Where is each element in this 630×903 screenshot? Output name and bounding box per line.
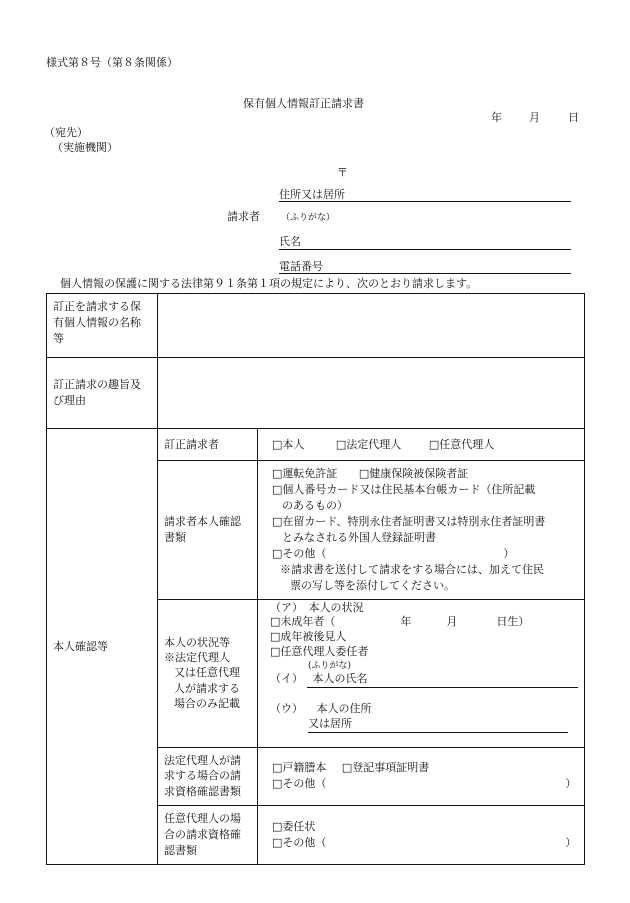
- status-u-label: （ウ）: [270, 701, 303, 715]
- voluntary-rep-other-checkbox[interactable]: □その他（: [272, 836, 327, 850]
- family-register-checkbox[interactable]: □戸籍謄本: [272, 761, 327, 775]
- form-number: 様式第８号（第８条関係）: [46, 56, 178, 69]
- drivers-license-checkbox[interactable]: □運転免許証: [272, 467, 338, 480]
- status-i-label: （イ）: [270, 672, 303, 686]
- legal-rep-options: [258, 747, 585, 806]
- legal-rep-other-checkbox[interactable]: □その他（: [272, 777, 327, 791]
- principal-furigana-label: (ふりがな): [308, 660, 352, 671]
- voluntary-rep-other-close: ）: [565, 836, 577, 850]
- principal-address-label-2: 又は居所: [308, 716, 352, 730]
- intro-text: 個人情報の保護に関する法律第９１条第１項の規定により、次のとおり請求します。: [60, 277, 478, 290]
- reason-label-cell: [47, 358, 158, 429]
- principal-name-field[interactable]: [307, 672, 578, 688]
- mail-note-2: 票の写し等を添付してください。: [290, 578, 455, 592]
- page-title: 保有個人情報訂正請求書: [243, 97, 364, 110]
- info-name-field[interactable]: [158, 294, 585, 358]
- info-name-label-cell: [47, 294, 158, 358]
- phone-field[interactable]: [279, 273, 571, 274]
- health-insurance-checkbox[interactable]: □健康保険被保険者証: [358, 467, 469, 480]
- requester-type-label-cell: [158, 429, 258, 461]
- request-form-table: [46, 293, 585, 865]
- option-voluntary-rep-checkbox[interactable]: □任意代理人: [428, 437, 495, 451]
- minor-born-label: 日生）: [496, 615, 530, 629]
- principal-name-label: 本人の氏名: [312, 672, 368, 686]
- id-other-checkbox[interactable]: □その他（: [272, 546, 327, 560]
- identity-label: 本人確認等: [53, 639, 108, 653]
- date-day-label: 日: [568, 111, 579, 124]
- name-label: 氏名: [279, 235, 301, 248]
- status-label-3: 又は任意代理: [174, 666, 240, 680]
- date-month-label: 月: [529, 111, 540, 124]
- power-of-attorney-checkbox[interactable]: □委任状: [272, 820, 316, 834]
- status-label-cell: [158, 599, 258, 747]
- voluntary-rep-label: 任意代理人の場合の請求資格確認書類: [164, 812, 241, 858]
- principal-address-label-1: 本人の住所: [316, 701, 372, 715]
- residence-card-note: とみなされる外国人登録証明書: [282, 530, 436, 544]
- residence-card-checkbox[interactable]: □在留カード、特別永住者証明書又は特別永住者証明書: [272, 514, 546, 528]
- id-docs-options: [258, 461, 585, 600]
- identity-label-cell: [47, 429, 158, 865]
- id-docs-label: 請求者本人確認書類: [164, 514, 241, 544]
- status-content: [258, 599, 585, 747]
- phone-label: 電話番号: [279, 260, 323, 273]
- furigana-label: （ふりがな）: [281, 213, 336, 223]
- requester-type-label: 訂正請求者: [164, 437, 219, 451]
- legal-rep-other-close: ）: [565, 777, 577, 791]
- info-name-label: 訂正を請求する保有個人情報の名称等: [53, 300, 141, 345]
- address-label: 住所又は居所: [279, 188, 345, 201]
- status-label-2: ※法定代理人: [164, 650, 230, 664]
- voluntary-rep-options: [258, 806, 585, 865]
- agency-label: （実施機関）: [52, 141, 118, 154]
- status-a-heading: （ア） 本人の状況: [270, 600, 364, 614]
- voluntary-principal-checkbox[interactable]: □任意代理人委任者: [270, 645, 369, 659]
- minor-checkbox[interactable]: □未成年者（: [270, 615, 336, 629]
- reason-field[interactable]: [158, 358, 585, 429]
- status-label-1: 本人の状況等: [164, 635, 230, 649]
- address-field[interactable]: [279, 201, 571, 202]
- id-docs-label-cell: [158, 461, 258, 600]
- my-number-card-checkbox[interactable]: □個人番号カード又は住民基本台帳カード（住所記載: [272, 482, 536, 496]
- reason-label: 訂正請求の趣旨及び理由: [53, 378, 141, 407]
- legal-rep-label: 法定代理人が請求する場合の請求資格確認書類: [164, 753, 241, 799]
- minor-year-label: 年: [400, 615, 412, 629]
- minor-month-label: 月: [446, 615, 458, 629]
- name-field[interactable]: [279, 249, 571, 250]
- voluntary-rep-label-cell: [158, 806, 258, 865]
- postal-mark: 〒: [337, 166, 348, 179]
- requester-label: 請求者: [227, 210, 260, 223]
- id-other-close: ）: [503, 546, 515, 560]
- principal-address-field[interactable]: [308, 717, 568, 733]
- mail-note-1: ※請求書を送付して請求をする場合には、加えて住民: [280, 562, 544, 576]
- status-label-4: 人が請求する: [174, 681, 240, 695]
- option-self-checkbox[interactable]: □本人: [272, 437, 305, 451]
- registry-certificate-checkbox[interactable]: □登記事項証明書: [341, 761, 430, 775]
- option-legal-rep-checkbox[interactable]: □法定代理人: [335, 437, 402, 451]
- date-year-label: 年: [491, 111, 502, 124]
- status-label-5: 場合のみ記載: [174, 697, 240, 711]
- adult-ward-checkbox[interactable]: □成年被後見人: [270, 630, 347, 644]
- requester-type-options: [258, 429, 585, 461]
- legal-rep-label-cell: [158, 747, 258, 806]
- addressee-label: （宛先）: [44, 126, 88, 139]
- my-number-card-note: のあるもの）: [282, 498, 348, 512]
